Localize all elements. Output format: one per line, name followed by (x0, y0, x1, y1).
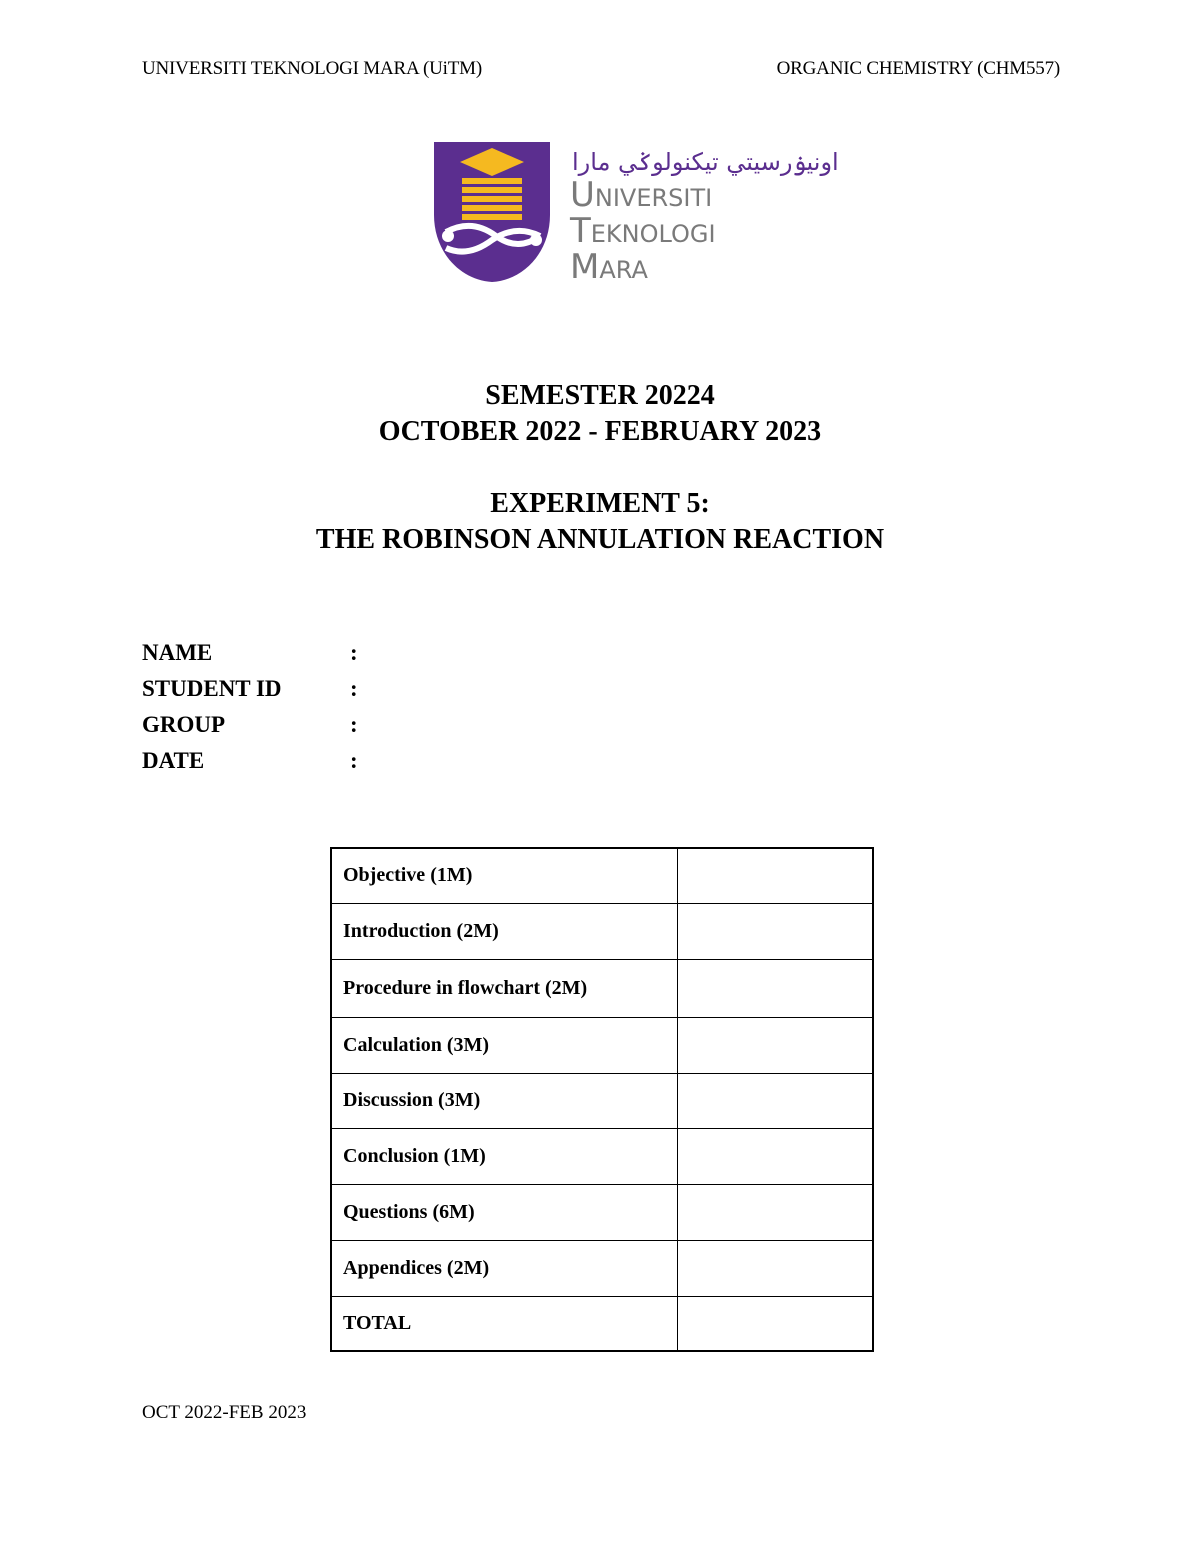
marks-label: Objective (1M) (331, 848, 678, 903)
logo-line1: Universiti (570, 175, 713, 215)
marks-score-cell (678, 848, 874, 903)
marks-label: Calculation (3M) (331, 1017, 678, 1073)
table-row (331, 1296, 873, 1351)
marks-label: Discussion (3M) (331, 1073, 678, 1128)
table-row (331, 1128, 873, 1184)
marks-score-cell (678, 903, 874, 959)
info-label: DATE (142, 748, 205, 773)
semester-period: OCTOBER 2022 - FEBRUARY 2023 (378, 416, 822, 447)
marks-total-score-cell (678, 1296, 874, 1351)
marks-score-cell (678, 959, 874, 1017)
info-row-group (142, 712, 442, 748)
marks-label: Questions (6M) (331, 1184, 678, 1240)
experiment-title: THE ROBINSON ANNULATION REACTION (315, 524, 885, 555)
uitm-logo (432, 140, 839, 287)
student-info (142, 640, 442, 784)
marks-label: Conclusion (1M) (331, 1128, 678, 1184)
semester-title-block (0, 378, 1200, 450)
info-row-date (142, 748, 442, 784)
table-row (331, 848, 873, 903)
logo-jawi: اونيۏرسيتي تيكنولوݢي مارا (572, 148, 839, 176)
info-label: STUDENT ID (142, 676, 282, 701)
marks-label: Procedure in flowchart (2M) (331, 959, 678, 1017)
table-row (331, 903, 873, 959)
table-row (331, 1017, 873, 1073)
marks-score-cell (678, 1073, 874, 1128)
marks-score-cell (678, 1240, 874, 1296)
info-row-student-id (142, 676, 442, 712)
info-colon: : (350, 712, 358, 737)
marks-label: Introduction (2M) (331, 903, 678, 959)
footer-date: OCT 2022-FEB 2023 (142, 1402, 307, 1423)
marks-score-cell (678, 1128, 874, 1184)
semester-code: SEMESTER 20224 (485, 380, 715, 411)
experiment-title-block (0, 486, 1200, 558)
header-university: UNIVERSITI TEKNOLOGI MARA (UiTM) (142, 58, 482, 79)
table-row (331, 1073, 873, 1128)
logo-line2: Teknologi (570, 211, 716, 251)
experiment-number: EXPERIMENT 5: (490, 488, 710, 519)
table-row (331, 1240, 873, 1296)
marks-label: Appendices (2M) (331, 1240, 678, 1296)
info-label: GROUP (142, 712, 226, 737)
info-label: NAME (142, 640, 213, 665)
marks-score-cell (678, 1184, 874, 1240)
table-row (331, 959, 873, 1017)
logo-line3: Mara (570, 247, 648, 287)
table-row (331, 1184, 873, 1240)
header-course: ORGANIC CHEMISTRY (CHM557) (776, 58, 1060, 79)
info-colon: : (350, 748, 358, 773)
marks-score-cell (678, 1017, 874, 1073)
info-colon: : (350, 676, 358, 701)
info-colon: : (350, 640, 358, 665)
marks-total-label: TOTAL (331, 1296, 678, 1351)
marks-table (330, 847, 874, 1352)
info-row-name (142, 640, 442, 676)
